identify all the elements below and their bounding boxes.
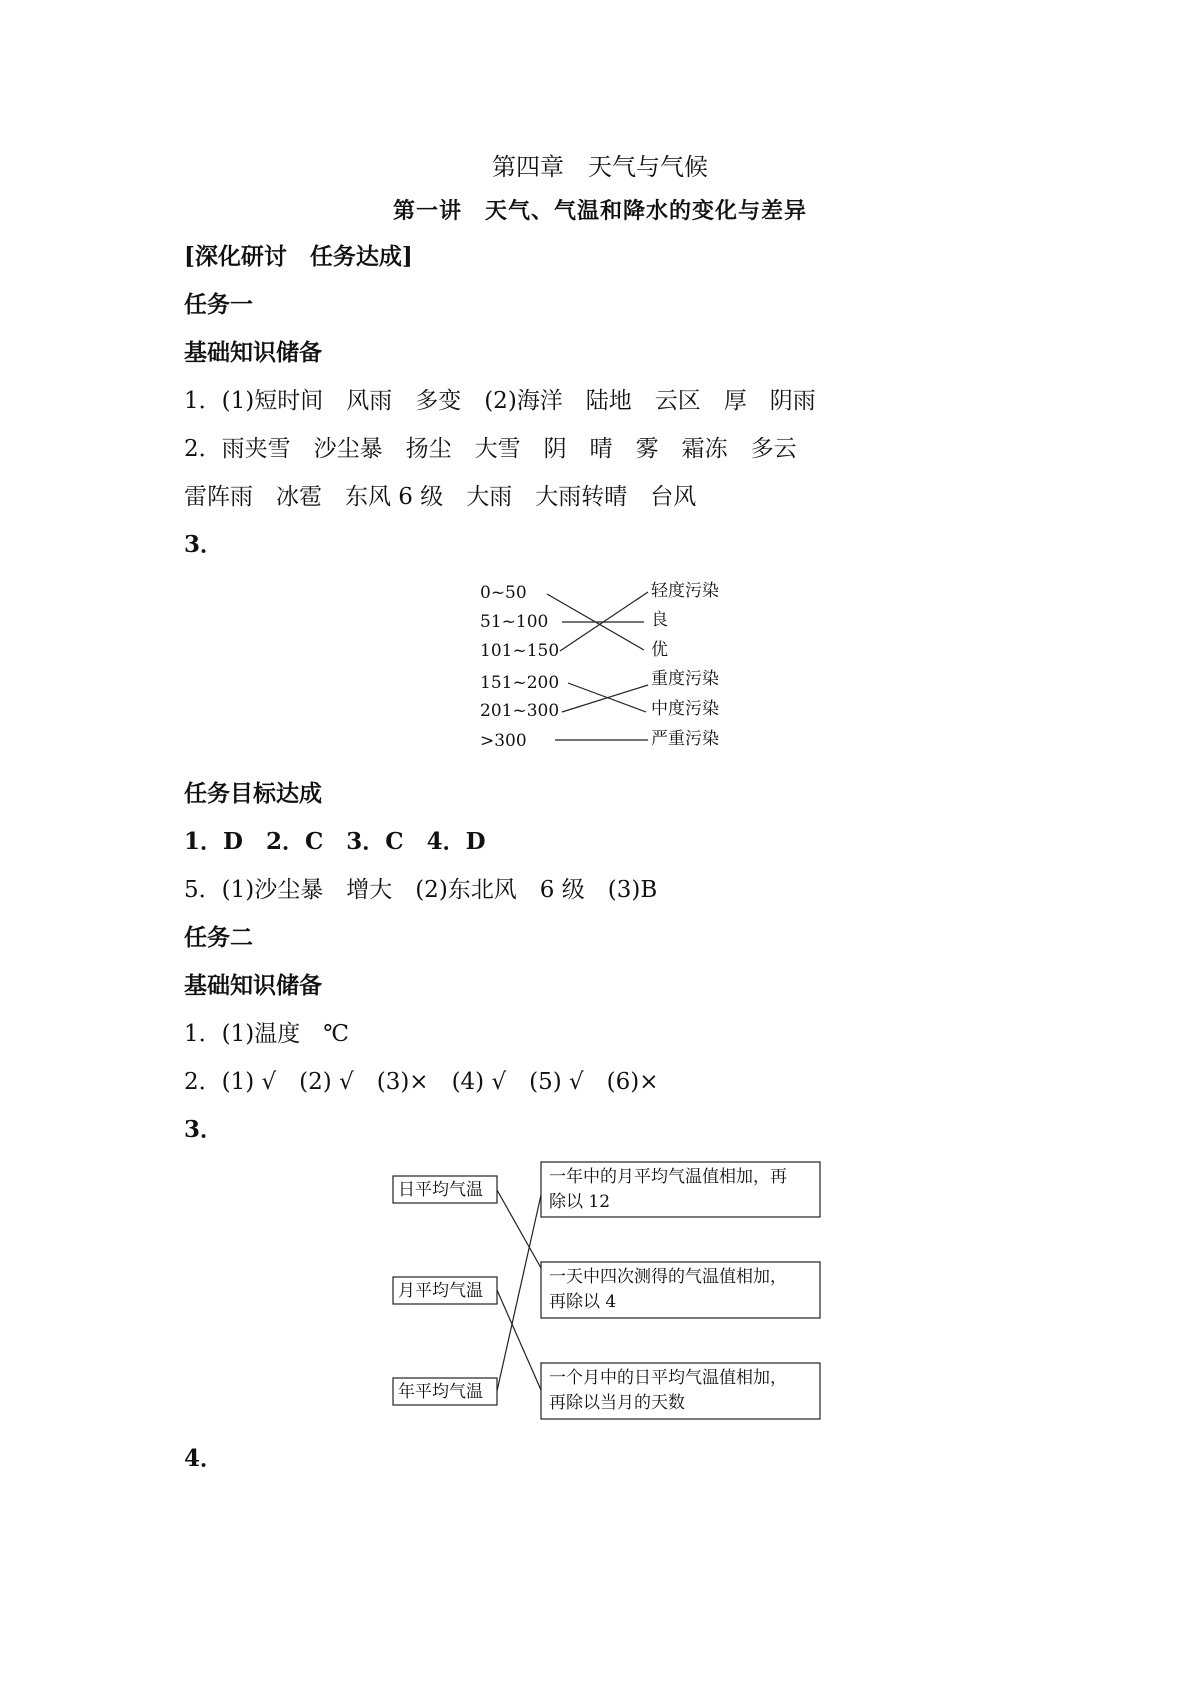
t2-answer-3: 3． [184,1116,224,1143]
temp-right-1-line1: 一天中四次测得的气温值相加， [549,1267,787,1287]
temp-link-2 [497,1290,541,1390]
t2-answer-1: 1．(1)温度 ℃ [184,1021,349,1047]
lecture-title: 第一讲 天气、气温和降水的变化与差异 [392,198,807,224]
aqi-right-3: 重度污染 [651,669,719,689]
basics2-heading: 基础知识储备 [184,972,322,999]
temp-link-0 [497,1190,541,1268]
aqi-left-3: 151~200 [480,673,560,693]
basics1-heading: 基础知识储备 [184,339,322,366]
t1-answer-1: 1．(1)短时间 风雨 多变 (2)海洋 陆地 云区 厚 阴雨 [184,388,816,414]
aqi-left-4: 201~300 [480,701,560,721]
temp-right-2-line1: 一个月中的日平均气温值相加， [549,1368,787,1388]
section-heading: [深化研讨 任务达成] [184,243,413,270]
aqi-left-0: 0~50 [480,583,527,603]
chapter-title: 第四章 天气与气候 [492,153,708,181]
temp-link-1 [497,1195,541,1391]
aqi-left-1: 51~100 [480,612,549,632]
temp-left-0: 日平均气温 [398,1180,483,1200]
t1-answer-2b: 雷阵雨 冰雹 东风 6 级 大雨 大雨转晴 台风 [184,484,697,510]
temp-right-2-line2: 再除以当月的天数 [549,1393,685,1413]
task1-heading: 任务一 [184,291,253,318]
t1-answer-2: 2．雨夹雪 沙尘暴 扬尘 大雪 阴 晴 雾 霜冻 多云 [184,436,797,462]
temp-left-2: 年平均气温 [398,1382,483,1402]
aqi-left-2: 101~150 [480,641,560,661]
goal1-answers-a: 1．D 2．C 3．C 4．D [184,828,486,855]
goal1-answers-b: 5．(1)沙尘暴 增大 (2)东北风 6 级 (3)B [184,877,658,903]
aqi-left-5: >300 [480,731,527,751]
t1-answer-3: 3． [184,531,224,558]
aqi-right-2: 优 [651,640,668,660]
t2-answer-2: 2．(1) √ (2) √ (3)× (4) √ (5) √ (6)× [184,1069,659,1095]
t2-answer-4: 4． [184,1445,224,1472]
aqi-right-4: 中度污染 [651,699,719,719]
aqi-right-5: 严重污染 [651,729,719,749]
aqi-right-0: 轻度污染 [651,581,719,601]
task2-heading: 任务二 [184,924,253,951]
aqi-right-1: 良 [651,610,668,630]
temp-right-0-line1: 一年中的月平均气温值相加，再 [549,1167,787,1187]
temp-left-1: 月平均气温 [398,1281,483,1301]
temp-right-0-line2: 除以 12 [549,1192,611,1212]
goal1-heading: 任务目标达成 [184,780,322,807]
temp-right-1-line2: 再除以 4 [549,1292,617,1312]
